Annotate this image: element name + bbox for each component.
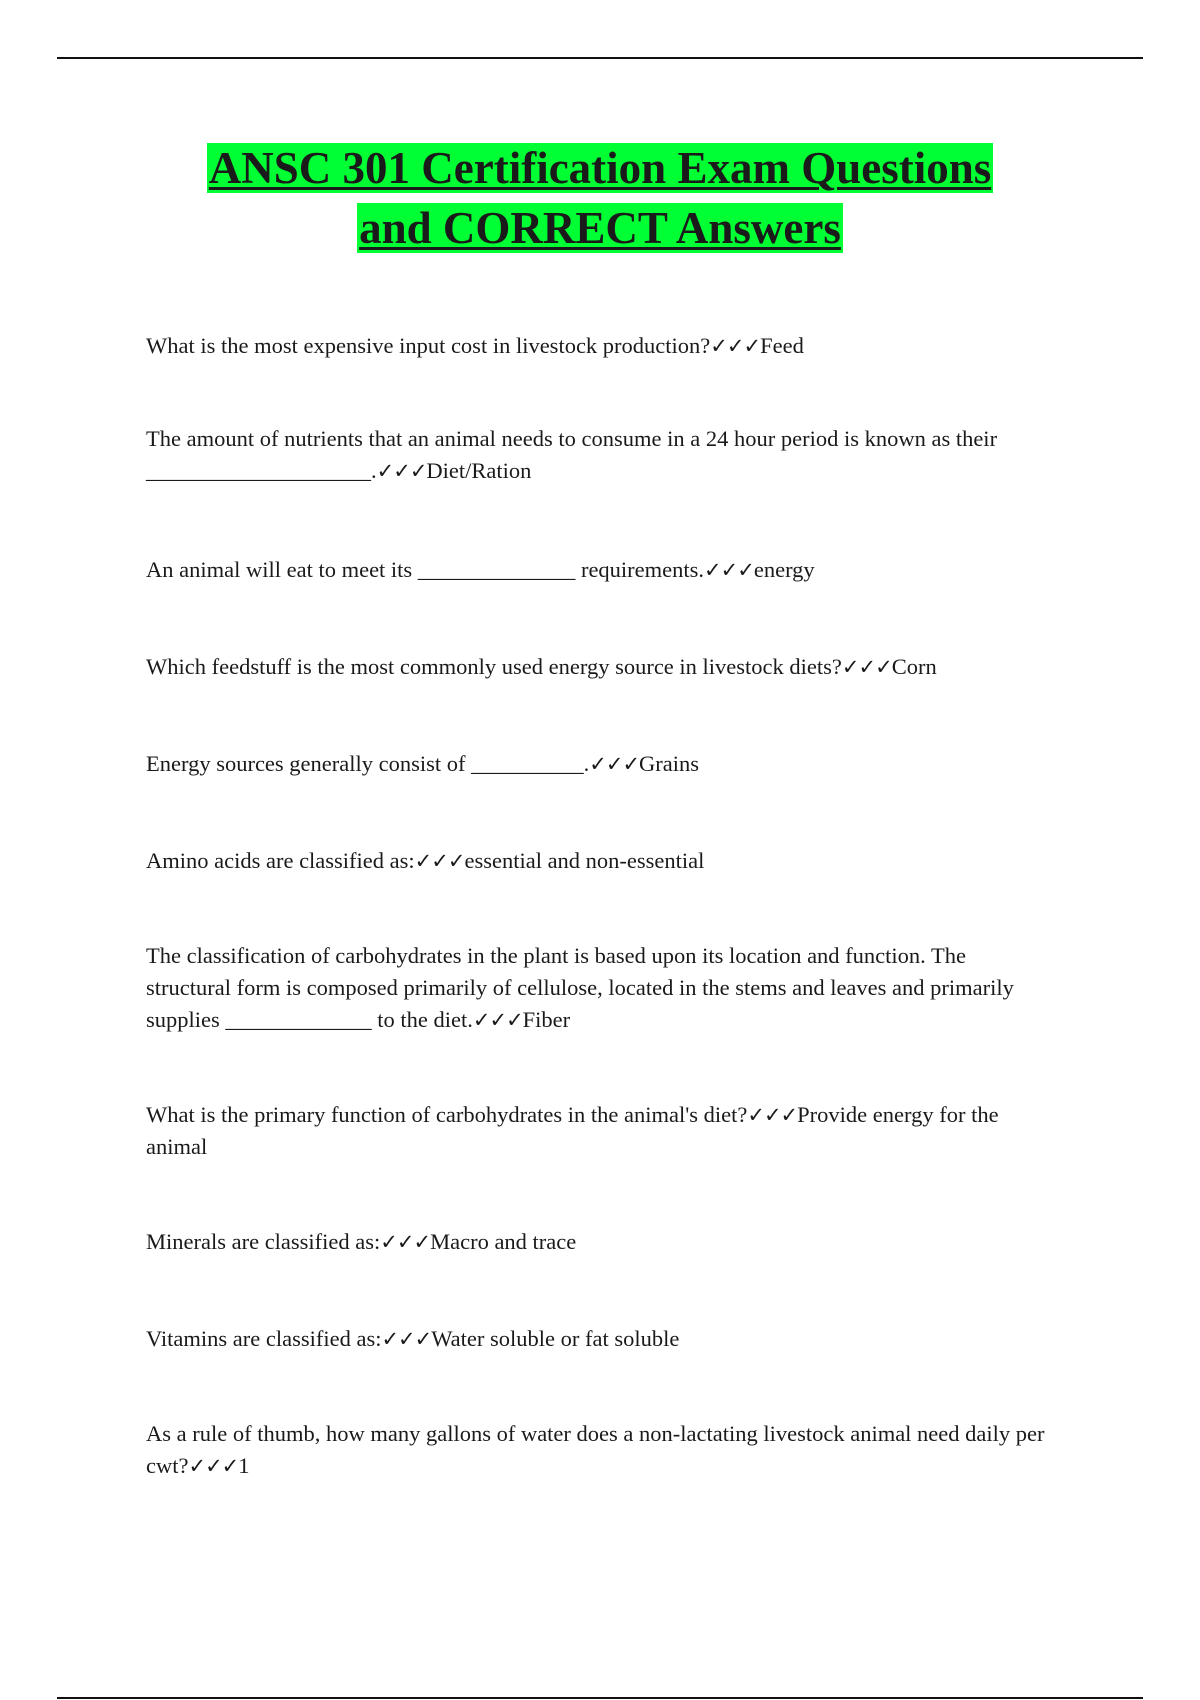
check-marks: ✓✓✓ [381,1327,432,1351]
check-marks: ✓✓✓ [472,1008,523,1032]
qa-item [146,1323,1046,1355]
qa-item [146,1418,1046,1482]
question-text: Vitamins are classified as: [146,1326,382,1351]
answer-text: Macro and trace [430,1229,577,1254]
title-line-2: and CORRECT Answers [359,203,841,253]
question-text-end: to the diet. [371,1007,473,1032]
answer-text: Grains [639,751,700,776]
title-line-1: ANSC 301 Certification Exam Questions [208,143,992,193]
qa-item [146,651,1046,683]
question-text: Amino acids are classified as: [146,848,415,873]
qa-item [146,845,1046,877]
question-text: What is the primary function of carbohydrates in the animal's diet? [146,1102,748,1127]
question-text: An animal will eat to meet its [146,557,418,582]
question-text-end: . [371,458,377,483]
top-rule [57,57,1143,59]
question-text: The classification of carbohydrates in the plant is based upon its location and function. The structural form is composed primarily of cellulose, located in the stems and leaves and primarily supplies [146,943,1014,1032]
answer-text: Corn [891,654,937,679]
answer-text: energy [753,557,815,582]
check-marks: ✓✓✓ [414,849,465,873]
qa-item [146,1226,1046,1258]
bottom-rule [57,1697,1143,1699]
check-marks: ✓✓✓ [704,558,754,582]
answer-blank: _____________ [225,1007,372,1032]
check-marks: ✓✓✓ [747,1103,798,1127]
qa-item [146,554,1046,586]
question-text: Energy sources generally consist of [146,751,472,776]
check-marks: ✓✓✓ [376,459,427,483]
question-text: Minerals are classified as: [146,1229,381,1254]
question-text: As a rule of thumb, how many gallons of water does a non-lactating livestock animal need daily per cwt? [146,1421,1045,1478]
qa-item [146,1099,1046,1163]
answer-text: Diet/Ration [426,458,532,483]
document-title [60,138,1140,258]
answer-blank: ____________________ [146,458,371,483]
qa-item [146,940,1046,1036]
answer-text: essential and non-essential [464,848,705,873]
check-marks: ✓✓✓ [188,1454,239,1478]
question-text-end: requirements. [575,557,705,582]
check-marks: ✓✓✓ [380,1230,431,1254]
qa-item [146,330,1046,362]
check-marks: ✓✓✓ [841,655,892,679]
question-text-end: . [583,751,590,776]
answer-blank: ______________ [417,557,576,582]
answer-text: Water soluble or fat soluble [431,1326,680,1351]
check-marks: ✓✓✓ [589,752,640,776]
answer-text: 1 [238,1453,250,1478]
answer-text: Fiber [522,1007,571,1032]
question-text: What is the most expensive input cost in livestock production? [146,333,711,358]
answer-text: Feed [760,333,804,358]
answer-blank: __________ [471,751,584,776]
qa-item [146,423,1046,487]
answer-text: Provide energy for the animal [146,1102,999,1159]
qa-item [146,748,1046,780]
question-text: Which feedstuff is the most commonly used energy source in livestock diets? [146,654,842,679]
check-marks: ✓✓✓ [710,334,761,358]
question-text: The amount of nutrients that an animal needs to consume in a 24 hour period is known as their [146,426,998,451]
